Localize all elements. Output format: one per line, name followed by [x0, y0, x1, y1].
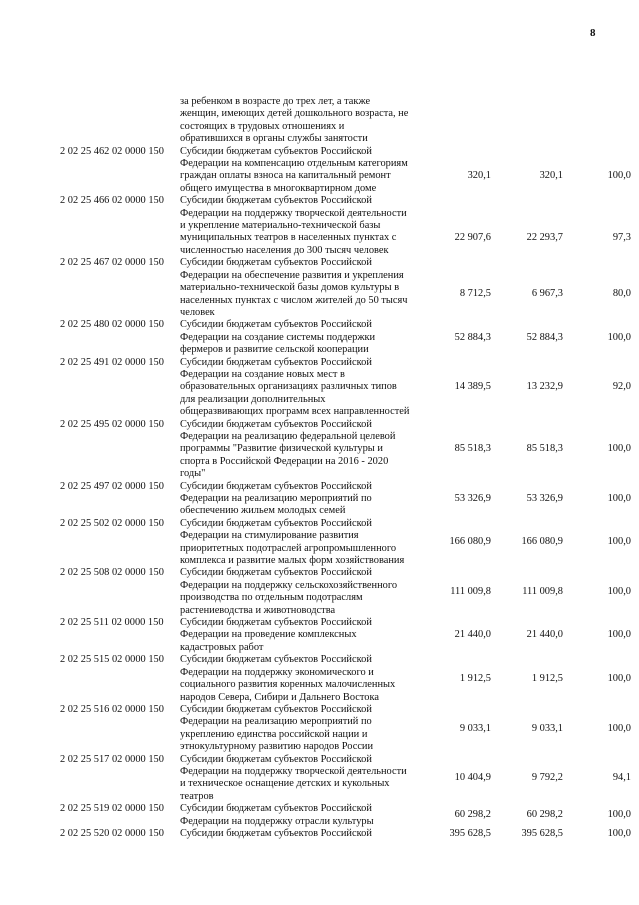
row-planned-amount: 14 389,5: [454, 381, 491, 393]
row-planned-amount: 53 326,9: [454, 492, 491, 504]
row-code: 2 02 25 511 02 0000 150: [60, 617, 164, 629]
row-planned-amount: 21 440,0: [454, 629, 491, 641]
row-code: 2 02 25 508 02 0000 150: [60, 567, 164, 579]
row-description: Субсидии бюджетам субъектов Российской Федерации на реализацию мероприятий по укреплению единства российской нации и этнокультурному развитию народов России: [180, 703, 374, 753]
row-planned-amount: 166 080,9: [449, 536, 491, 548]
row-executed-amount: 166 080,9: [521, 536, 563, 548]
row-percent: 100,0: [607, 443, 631, 455]
row-planned-amount: 22 907,6: [454, 232, 491, 244]
row-planned-amount: 9 033,1: [459, 722, 491, 734]
table-row: [0, 319, 639, 356]
row-code: 2 02 25 466 02 0000 150: [60, 195, 164, 207]
row-description: Субсидии бюджетам субъектов Российской: [180, 827, 372, 839]
row-description: за ребенком в возрасте до трех лет, а также женщин, имеющих детей дошкольного возраста, не состоящих в трудовых отношениях и обратившихся в органы службы занятости: [180, 96, 409, 145]
row-planned-amount: 85 518,3: [454, 443, 491, 455]
row-executed-amount: 13 232,9: [526, 381, 563, 393]
row-planned-amount: 10 404,9: [454, 772, 491, 784]
row-code: 2 02 25 467 02 0000 150: [60, 257, 164, 269]
row-description: Субсидии бюджетам субъектов Российской Федерации на создание системы поддержки фермеров и развитие сельской кооперации: [180, 319, 376, 356]
row-code: 2 02 25 497 02 0000 150: [60, 480, 164, 492]
row-code: 2 02 25 517 02 0000 150: [60, 753, 164, 765]
row-executed-amount: 395 628,5: [521, 827, 563, 839]
row-code: 2 02 25 495 02 0000 150: [60, 418, 164, 430]
row-percent: 94,1: [612, 772, 631, 784]
row-code: 2 02 25 480 02 0000 150: [60, 319, 164, 331]
row-percent: 92,0: [612, 381, 631, 393]
row-code: 2 02 25 515 02 0000 150: [60, 654, 164, 666]
row-planned-amount: 8 712,5: [459, 288, 491, 300]
row-description: Субсидии бюджетам субъектов Российской Федерации на проведение комплексных кадастровых работ: [180, 617, 372, 653]
row-percent: 100,0: [607, 809, 631, 821]
row-planned-amount: 111 009,8: [450, 586, 491, 598]
row-executed-amount: 6 967,3: [531, 288, 563, 300]
row-description: Субсидии бюджетам субъектов Российской Федерации на реализацию мероприятий по обеспечению жильем молодых семей: [180, 480, 372, 517]
row-percent: 100,0: [607, 492, 631, 504]
row-description: Субсидии бюджетам субъектов Российской Федерации на поддержку творческой деятельности и техническое оснащение детских и кукольных театров: [180, 753, 407, 802]
row-description: Субсидии бюджетам субъектов Российской Федерации на поддержку сельскохозяйственного производства по отдельным подотраслям растениеводства и животноводства: [180, 567, 398, 616]
table-row: [0, 357, 639, 419]
table-row: [0, 704, 639, 754]
table-row: [0, 195, 639, 257]
row-executed-amount: 53 326,9: [526, 492, 563, 504]
table-row: [0, 654, 639, 704]
row-planned-amount: 395 628,5: [449, 827, 491, 839]
row-description: Субсидии бюджетам субъектов Российской Федерации на поддержку экономического и социального развития коренных малочисленных народов Севера, Сибири и Дальнего Востока: [180, 654, 396, 703]
row-percent: 100,0: [607, 536, 631, 548]
row-executed-amount: 111 009,8: [522, 586, 563, 598]
table-row: [0, 96, 639, 146]
row-executed-amount: 60 298,2: [526, 809, 563, 821]
row-percent: 100,0: [607, 722, 631, 734]
row-code: 2 02 25 491 02 0000 150: [60, 356, 164, 368]
table-row: [0, 146, 639, 196]
row-percent: 100,0: [607, 170, 631, 182]
table-row: [0, 257, 639, 319]
budget-table: [0, 96, 639, 840]
row-percent: 100,0: [607, 672, 631, 684]
row-description: Субсидии бюджетам субъектов Российской Федерации на обеспечение развития и укрепления материально-технической базы домов культуры в населенных пунктах с числом жителей до 50 тысяч человек: [180, 257, 408, 318]
page-number: 8: [590, 27, 596, 39]
row-executed-amount: 22 293,7: [526, 232, 563, 244]
table-row: [0, 518, 639, 568]
row-percent: 80,0: [612, 288, 631, 300]
row-executed-amount: 9 792,2: [531, 772, 563, 784]
table-row: [0, 481, 639, 518]
row-executed-amount: 85 518,3: [526, 443, 563, 455]
table-row: [0, 803, 639, 828]
row-description: Субсидии бюджетам субъектов Российской Федерации на поддержку творческой деятельности и укрепление материально-технической базы муниципальных театров в населенных пунктах с численностью населения до 300 тысяч человек: [180, 195, 407, 256]
row-code: 2 02 25 462 02 0000 150: [60, 145, 164, 157]
row-description: Субсидии бюджетам субъектов Российской Федерации на компенсацию отдельным категориям граждан оплаты взноса на капитальный ремонт общего имущества в многоквартирном доме: [180, 145, 408, 194]
row-percent: 100,0: [607, 629, 631, 641]
row-planned-amount: 60 298,2: [454, 809, 491, 821]
table-row: [0, 617, 639, 654]
row-percent: 97,3: [612, 232, 631, 244]
table-row: [0, 419, 639, 481]
row-executed-amount: 9 033,1: [531, 722, 563, 734]
row-code: 2 02 25 520 02 0000 150: [60, 827, 164, 839]
row-description: Субсидии бюджетам субъектов Российской Федерации на поддержку отрасли культуры: [180, 803, 374, 827]
row-description: Субсидии бюджетам субъектов Российской Федерации на создание новых мест в образовательных организациях различных типов для реализации дополнительных общеразвивающих программ всех направленностей: [180, 356, 410, 418]
row-percent: 100,0: [607, 586, 631, 598]
row-percent: 100,0: [607, 331, 631, 343]
row-percent: 100,0: [607, 827, 631, 839]
row-executed-amount: 320,1: [539, 170, 563, 182]
row-planned-amount: 320,1: [467, 170, 491, 182]
row-executed-amount: 21 440,0: [526, 629, 563, 641]
row-executed-amount: 52 884,3: [526, 331, 563, 343]
row-description: Субсидии бюджетам субъектов Российской Федерации на реализацию федеральной целевой программы "Развитие физической культуры и спорта в Российской Федерации на 2016 - 2020 годы": [180, 418, 396, 480]
table-row: [0, 567, 639, 617]
row-code: 2 02 25 519 02 0000 150: [60, 803, 164, 815]
table-row: [0, 828, 639, 840]
row-description: Субсидии бюджетам субъектов Российской Федерации на стимулирование развития приоритетных подотраслей агропромышленного комплекса и развитие малых форм хозяйствования: [180, 517, 405, 567]
row-code: 2 02 25 502 02 0000 150: [60, 517, 164, 529]
row-planned-amount: 1 912,5: [459, 672, 491, 684]
row-code: 2 02 25 516 02 0000 150: [60, 703, 164, 715]
table-row: [0, 754, 639, 804]
row-executed-amount: 1 912,5: [531, 672, 563, 684]
row-planned-amount: 52 884,3: [454, 331, 491, 343]
